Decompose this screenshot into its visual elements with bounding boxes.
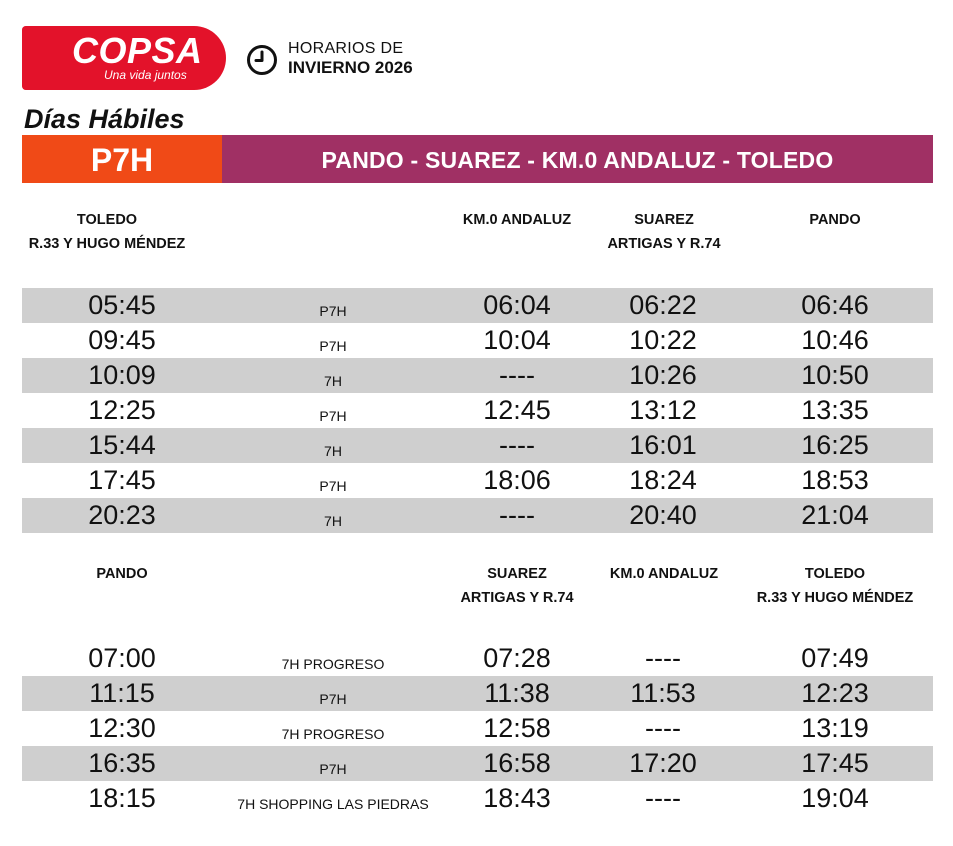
service-variant: 7H <box>324 513 342 529</box>
table-row <box>22 288 933 323</box>
table2-col-km0: KM.0 ANDALUZ <box>609 566 719 582</box>
time-cell: 10:46 <box>801 325 869 355</box>
time-cell: 06:46 <box>801 290 869 320</box>
season-year: INVIERNO 2026 <box>288 58 413 77</box>
clock-icon <box>246 44 278 76</box>
time-cell: 10:04 <box>483 325 551 355</box>
service-variant: P7H <box>319 338 347 354</box>
time-cell: ---- <box>645 783 681 813</box>
time-cell: ---- <box>645 643 681 673</box>
time-cell: 11:15 <box>89 678 155 708</box>
time-cell: ---- <box>499 360 535 390</box>
service-variant: 7H <box>324 443 342 459</box>
time-cell: 12:45 <box>483 395 551 425</box>
time-cell: 12:58 <box>483 713 551 743</box>
time-cell: 10:50 <box>801 360 869 390</box>
table-row <box>22 746 933 781</box>
table2-col-pando: PANDO <box>96 566 148 582</box>
time-cell: 17:45 <box>88 465 156 495</box>
time-cell: 18:06 <box>483 465 551 495</box>
service-variant: P7H <box>319 761 347 777</box>
time-cell: 10:26 <box>629 360 697 390</box>
table-row <box>22 463 933 498</box>
table1-col-suarez: SUAREZ ARTIGAS Y R.74 <box>607 212 721 252</box>
table1-body <box>22 288 933 533</box>
time-cell: 10:22 <box>629 325 697 355</box>
time-cell: 06:04 <box>483 290 551 320</box>
time-cell: 16:25 <box>801 430 869 460</box>
route-code: P7H <box>22 135 222 183</box>
time-cell: 15:44 <box>88 430 156 460</box>
table-row <box>22 498 933 533</box>
table2-body <box>22 641 933 816</box>
time-cell: 11:38 <box>484 678 550 708</box>
table2-col-suarez: SUAREZ ARTIGAS Y R.74 <box>460 566 574 606</box>
service-variant: 7H <box>324 373 342 389</box>
table-row <box>22 428 933 463</box>
time-cell: 07:28 <box>483 643 551 673</box>
time-cell: 20:40 <box>629 500 697 530</box>
season-label: HORARIOS DE <box>288 40 404 57</box>
table-row <box>22 641 933 676</box>
time-cell: ---- <box>645 713 681 743</box>
service-variant: 7H SHOPPING LAS PIEDRAS <box>237 796 429 812</box>
brand-name: COPSA <box>72 30 203 71</box>
service-variant: P7H <box>319 408 347 424</box>
time-cell: 10:09 <box>88 360 156 390</box>
service-variant: P7H <box>319 303 347 319</box>
service-variant: P7H <box>319 691 347 707</box>
time-cell: 11:53 <box>630 678 696 708</box>
time-cell: 17:20 <box>629 748 697 778</box>
table1-col-km0: KM.0 ANDALUZ <box>462 212 572 228</box>
day-type-title: Días Hábiles <box>24 104 185 134</box>
time-cell: 07:49 <box>801 643 869 673</box>
table1-col-toledo: TOLEDO R.33 Y HUGO MÉNDEZ <box>28 212 186 252</box>
time-cell: 12:30 <box>88 713 156 743</box>
table-row <box>22 676 933 711</box>
time-cell: 09:45 <box>88 325 156 355</box>
time-cell: 12:23 <box>801 678 869 708</box>
table1-col-pando: PANDO <box>809 212 861 228</box>
service-variant: P7H <box>319 478 347 494</box>
time-cell: 13:19 <box>801 713 869 743</box>
copsa-logo <box>22 26 226 90</box>
table-row <box>22 781 933 816</box>
time-cell: ---- <box>499 500 535 530</box>
time-cell: 05:45 <box>88 290 156 320</box>
time-cell: 12:25 <box>88 395 156 425</box>
time-cell: 13:35 <box>801 395 869 425</box>
time-cell: 18:24 <box>629 465 697 495</box>
service-variant: 7H PROGRESO <box>281 726 385 742</box>
table-row <box>22 323 933 358</box>
time-cell: 13:12 <box>629 395 697 425</box>
table-row <box>22 393 933 428</box>
table-row <box>22 358 933 393</box>
time-cell: 16:58 <box>483 748 551 778</box>
brand-tagline: Una vida juntos <box>104 68 187 82</box>
time-cell: 21:04 <box>801 500 869 530</box>
time-cell: 17:45 <box>801 748 869 778</box>
time-cell: 18:43 <box>483 783 551 813</box>
time-cell: 18:53 <box>801 465 869 495</box>
time-cell: ---- <box>499 430 535 460</box>
time-cell: 16:35 <box>88 748 156 778</box>
time-cell: 19:04 <box>801 783 869 813</box>
route-name: PANDO - SUAREZ - KM.0 ANDALUZ - TOLEDO <box>222 135 933 183</box>
service-variant: 7H PROGRESO <box>281 656 385 672</box>
time-cell: 20:23 <box>88 500 156 530</box>
table-row <box>22 711 933 746</box>
time-cell: 18:15 <box>88 783 156 813</box>
time-cell: 16:01 <box>629 430 697 460</box>
time-cell: 06:22 <box>629 290 697 320</box>
time-cell: 07:00 <box>88 643 156 673</box>
table2-col-toledo: TOLEDO R.33 Y HUGO MÉNDEZ <box>756 566 914 606</box>
